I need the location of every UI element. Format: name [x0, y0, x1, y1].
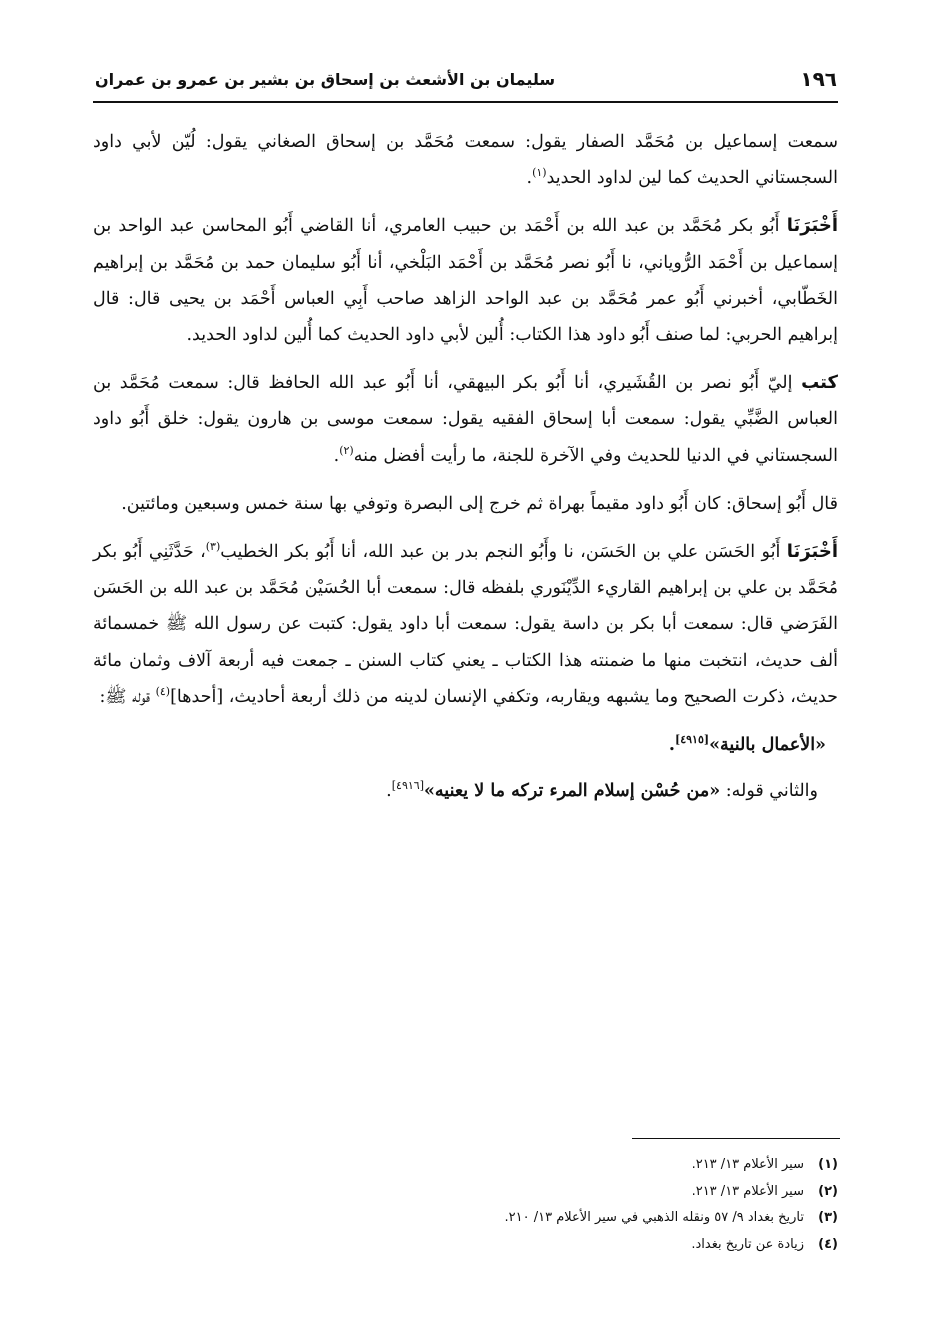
paragraph-lead: أَخْبَرَنَا — [786, 215, 838, 237]
running-title: سليمان بن الأشعث بن إسحاق بن بشير بن عمرو بن عمران — [95, 69, 556, 89]
paragraph-4 — [93, 486, 838, 522]
paragraph-text: قال أَبُو إسحاق: كان أَبُو داود مقيماً بهراة ثم خرج إلى البصرة وتوفي بها سنة خمس وسبعين ومائتين. — [121, 493, 838, 514]
paragraph-text: أَبُو بكر مُحَمَّد بن عبد الله بن أَحْمَد بن حبيب العامري، أنا القاضي أَبُو المحاسن عبد الواحد بن إسماعيل بن أَحْمَد الرُّوياني، نا أَبُو نصر مُحَمَّد بن أَحْمَد البَلْخي، أنا أَبُو سليمان حمد بن مُحَمَّد بن إبراهيم الخَطّابي، أخبرني أَبُو عمر مُحَمَّد بن عبد الواحد الزاهد صاحب أَبِي العباس أَحْمَد بن يحيى قال: قال إبراهيم الحربي: لما صنف أَبُو داود هذا الكتاب: أُلين لأبي داود الحديث كما أُلين لداود الحديد. — [93, 216, 838, 346]
hadith-quote-2 — [93, 773, 838, 809]
footnote-marker: (٤) — [155, 685, 171, 699]
footnote-item — [93, 1179, 838, 1206]
hadith-text: «الأعمال بالنية» — [709, 735, 826, 756]
paragraph-lead: أَخْبَرَنَا — [786, 541, 838, 563]
footnote-item — [93, 1205, 838, 1232]
paragraph-lead: كتب — [801, 372, 838, 394]
footnote-rule — [632, 1138, 840, 1139]
paragraph-tail: . — [526, 168, 533, 189]
footnote-number: (١) — [818, 1157, 838, 1172]
header-rule — [93, 101, 838, 103]
hadith-tail: . — [386, 781, 392, 802]
hadith-quote-1 — [93, 727, 838, 763]
hadith-prefix: والثاني قوله: — [720, 781, 818, 802]
running-head — [95, 62, 837, 96]
hadith-reference: [٤٩١٦] — [391, 779, 424, 793]
footnotes — [93, 1152, 838, 1258]
footnote-marker: (١) — [532, 166, 547, 180]
paragraph-text: إليّ أَبُو نصر بن القُشَيري، أنا أَبُو بكر البيهقي، أنا أَبُو عبد الله الحافظ قال: سمعت مُحَمَّد بن العباس الضَّبِّي يقول: سمعت أبا إسحاق الفقيه يقول: سمعت موسى بن هارون يقول: خلق أَبُو داود السجستاني في الدنيا للحديث وفي الآخرة للجنة، ما رأيت أفضل منه — [93, 373, 838, 466]
paragraph-3 — [93, 365, 838, 474]
footnote-item — [93, 1152, 838, 1179]
paragraph-tail: . — [333, 445, 340, 466]
paragraph-tail: قوله ﷺ: — [99, 686, 156, 707]
main-text — [93, 124, 838, 819]
hadith-reference: [٤٩١٥] — [675, 733, 710, 747]
hadith-tail: . — [668, 735, 676, 756]
page-number: ١٩٦ — [800, 67, 837, 91]
footnote-text: تاريخ بغداد ٩/ ٥٧ ونقله الذهبي في سير الأعلام ١٣/ ٢١٠. — [504, 1210, 804, 1225]
paragraph-tail: ، حَدَّثَنِي أَبُو بكر مُحَمَّد بن علي بن إبراهيم القاريء الدِّيْنَوري بلفظه قال: سمعت أبا الحُسَيْن مُحَمَّد بن عبد الله بن الحَسَن الفَرَضي قال: سمعت أبا بكر بن داسة يقول: سمعت أبا داود يقول: كتبت عن رسول الله ﷺ خمسمائة ألف حديث، انتخبت منها ما ضمنته هذا الكتاب ـ يعني كتاب السنن ـ جمعت فيه أربعة آلاف وثمان مائة حديث، ذكرت الصحيح وما يشبهه ويقاربه، وتكفي الإنسان لدينه من ذلك أربعة أحاديث، [أحدها] — [93, 542, 838, 707]
footnote-number: (٣) — [818, 1210, 838, 1225]
paragraph-5 — [93, 534, 838, 715]
footnote-number: (٢) — [818, 1183, 838, 1199]
paragraph-text: سمعت إسماعيل بن مُحَمَّد الصفار يقول: سمعت مُحَمَّد بن إسحاق الصغاني يقول: لُيّن لأبي داود السجستاني الحديث كما لين لداود الحديد — [93, 132, 838, 189]
footnote-text: سير الأعلام ١٣/ ٢١٣. — [691, 1183, 804, 1199]
footnote-number: (٤) — [818, 1236, 838, 1252]
footnote-marker: (٢) — [339, 443, 354, 457]
footnote-item — [93, 1232, 838, 1259]
paragraph-text: أَبُو الحَسَن علي بن الحَسَن، نا وأَبُو النجم بدر بن عبد الله، أنا أَبُو بكر الخطيب — [220, 542, 787, 563]
footnote-text: زيادة عن تاريخ بغداد. — [691, 1236, 804, 1252]
paragraph-2 — [93, 208, 838, 353]
hadith-text: «من حُسْن إسلام المرء تركه ما لا يعنيه» — [423, 781, 721, 802]
footnote-marker: (٣) — [205, 540, 221, 554]
footnote-text: سير الأعلام ١٣/ ٢١٣. — [691, 1157, 804, 1172]
paragraph-1 — [93, 124, 838, 196]
